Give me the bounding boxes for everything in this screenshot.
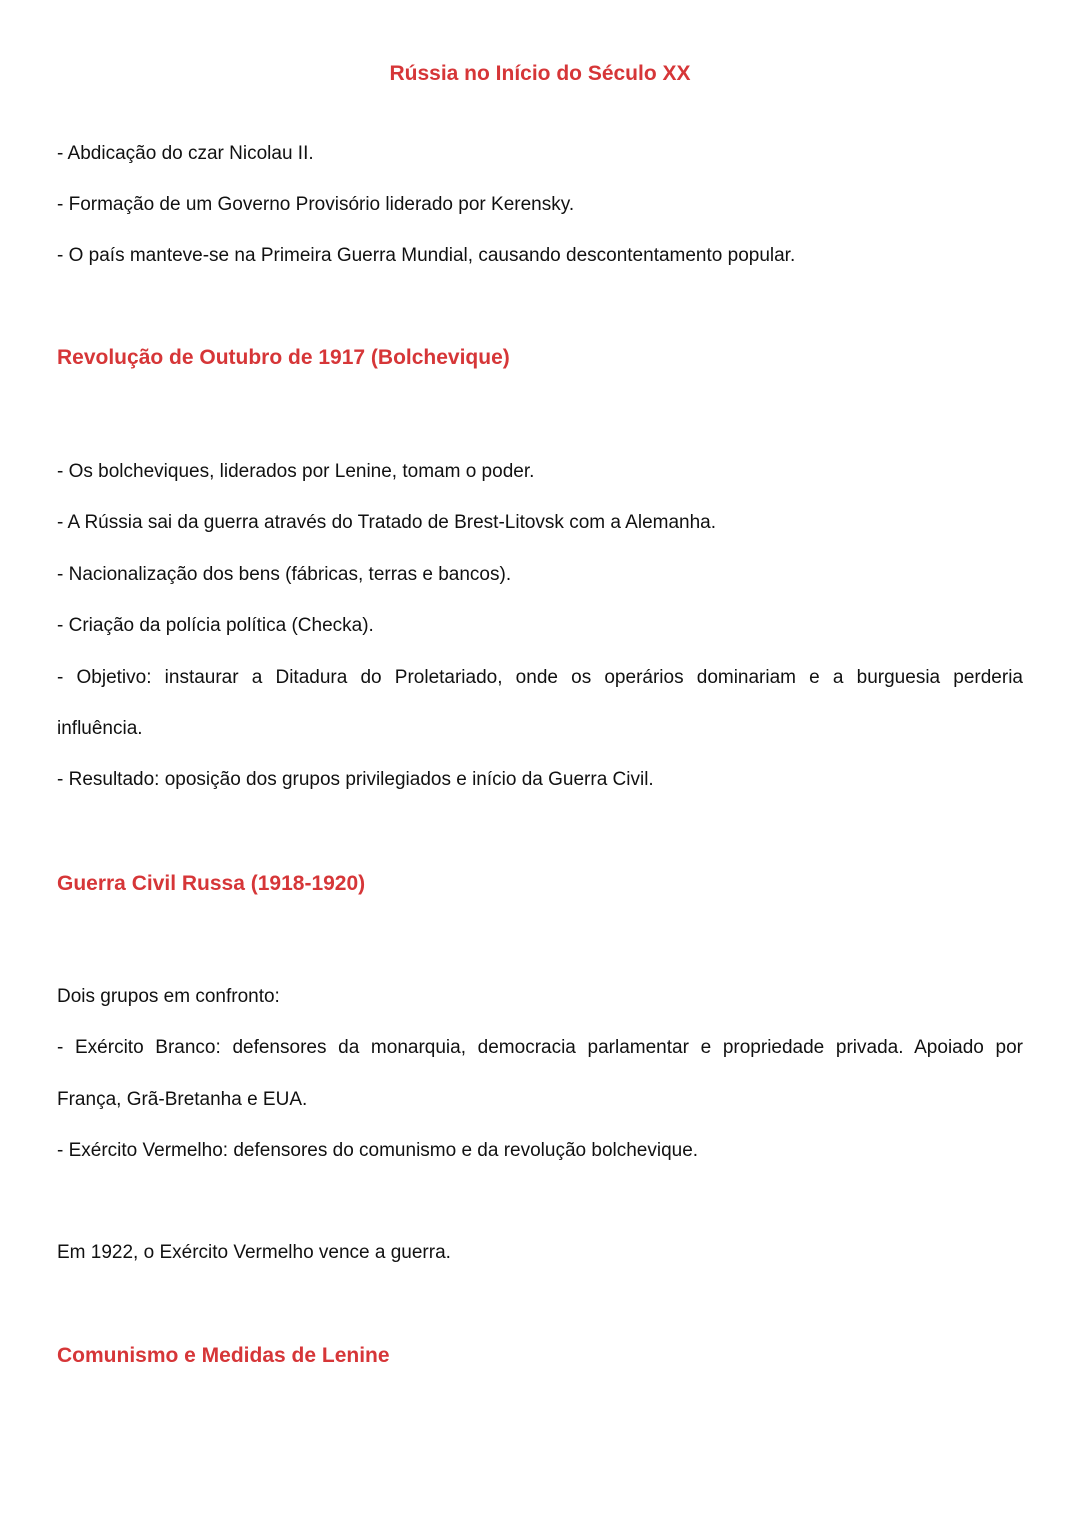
- list-item: - Exército Branco: defensores da monarquia, democracia parlamentar e propriedade privada. Apoiado por: [57, 1037, 1023, 1058]
- list-item: - Os bolcheviques, liderados por Lenine, tomam o poder.: [57, 461, 535, 482]
- list-item: - Objetivo: instaurar a Ditadura do Proletariado, onde os operários dominariam e a burguesia perderia: [57, 667, 1023, 688]
- section-heading-communism: Comunismo e Medidas de Lenine: [57, 1344, 390, 1367]
- list-item-continuation: influência.: [57, 718, 143, 739]
- list-item: Dois grupos em confronto:: [57, 986, 280, 1007]
- list-item: - A Rússia sai da guerra através do Tratado de Brest-Litovsk com a Alemanha.: [57, 512, 717, 533]
- intro-item: - Formação de um Governo Provisório liderado por Kerensky.: [57, 194, 575, 215]
- intro-item: - Abdicação do czar Nicolau II.: [57, 143, 314, 164]
- list-item: - Exército Vermelho: defensores do comunismo e da revolução bolchevique.: [57, 1140, 699, 1161]
- list-item: - Criação da polícia política (Checka).: [57, 615, 374, 636]
- section-heading-civil-war: Guerra Civil Russa (1918-1920): [57, 872, 366, 895]
- document-title: Rússia no Início do Século XX: [389, 62, 691, 85]
- list-item: Em 1922, o Exército Vermelho vence a guerra.: [57, 1242, 451, 1263]
- list-item: - Resultado: oposição dos grupos privilegiados e início da Guerra Civil.: [57, 769, 654, 790]
- intro-item: - O país manteve-se na Primeira Guerra Mundial, causando descontentamento popular.: [57, 245, 796, 266]
- list-item-continuation: França, Grã-Bretanha e EUA.: [57, 1089, 308, 1110]
- section-heading-revolution: Revolução de Outubro de 1917 (Bolchevique): [57, 346, 510, 369]
- list-item: - Nacionalização dos bens (fábricas, terras e bancos).: [57, 564, 512, 585]
